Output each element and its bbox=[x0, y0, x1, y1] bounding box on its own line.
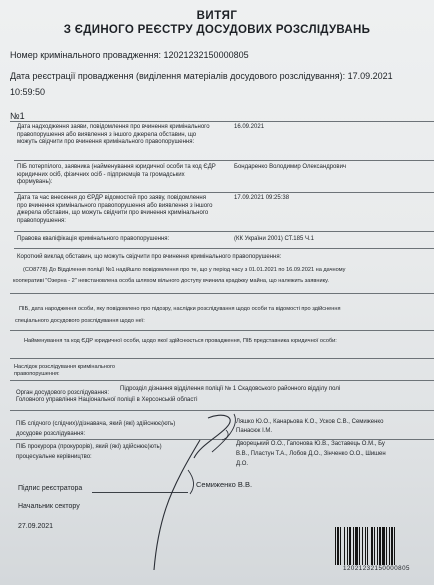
document-date: 27.09.2021 bbox=[18, 523, 54, 530]
erdr-date-value: 17.09.2021 09:25:38 bbox=[234, 195, 290, 201]
barcode-bar bbox=[389, 527, 390, 565]
barcode-bar bbox=[359, 527, 360, 565]
document-subtitle: З ЄДИНОГО РЕЄСТРУ ДОСУДОВИХ РОЗСЛІДУВАНЬ bbox=[63, 24, 371, 36]
investigator-label-1: ПІБ слідчого (слідчих)/дізнавача, який (які) здійснює(ють) bbox=[16, 421, 176, 427]
prosecutor-value-1: Дворецький О.О., Гапонова Ю.В., Заставець О.М., Бу bbox=[236, 441, 385, 447]
row-divider bbox=[14, 231, 434, 232]
circumstances-text-2: кооперативі "Озерна - 2" невстановлена особа шляхом вільного доступу вчинила крадіжку майна, що належить заявнику. bbox=[13, 278, 329, 284]
barcode-number: 12021232150000805 bbox=[343, 565, 411, 572]
section-divider bbox=[10, 121, 434, 122]
barcode-bar bbox=[347, 527, 348, 565]
barcode-bar bbox=[337, 527, 339, 565]
row-divider bbox=[10, 293, 434, 294]
erdr-date-label: Дата та час внесення до ЄРДР відомостей про заяву, повідомлення про вчинення кримінального правопорушення або виявлення з іншого джерела обставин, що можуть свідчити про вчинення кримінального правопорушення: bbox=[17, 195, 213, 224]
qualification-label: Правова кваліфікація кримінального правопорушення: bbox=[17, 236, 170, 242]
barcode-bar bbox=[382, 527, 385, 565]
barcode-bar bbox=[353, 527, 354, 565]
receipt-date-label: Дата надходження заяви, повідомлення про вчинення кримінального правопорушення або виявлення з іншого джерела обставин, що можуть свідчити про вчинення кримінального правопорушення: bbox=[17, 124, 210, 146]
barcode-bar bbox=[355, 527, 358, 565]
applicant-label: ПІБ потерпілого, заявника (найменування юридичної особи та код ЄДР юридичних осіб, фізичних осіб - підприємців та громадських формувань): bbox=[17, 164, 216, 186]
signature-label: Підпис реєстратора bbox=[18, 485, 83, 492]
investigator-label-2: досудове розслідування: bbox=[16, 431, 86, 437]
suspect-label-2: спеціального досудового розслідування щодо неї: bbox=[15, 318, 145, 324]
row-divider bbox=[10, 330, 434, 331]
prosecutor-label-1: ПІБ прокурора (прокурорів), який (які) здійснює(ють) bbox=[16, 444, 162, 450]
investigation-body-label: Орган досудового розслідування: bbox=[16, 390, 109, 396]
barcode-bar bbox=[344, 527, 345, 565]
barcode-bar bbox=[374, 527, 375, 565]
barcode-bar bbox=[335, 527, 336, 565]
barcode-bar bbox=[386, 527, 387, 565]
barcode-bar bbox=[367, 527, 368, 565]
handwritten-signature bbox=[130, 400, 253, 580]
qualification-value: (КК України 2001) СТ.185 Ч.1 bbox=[234, 236, 314, 242]
investigator-value-2: Панасюк І.М. bbox=[236, 428, 273, 434]
row-divider bbox=[14, 248, 434, 249]
barcode-bar bbox=[391, 527, 393, 565]
barcode-bar bbox=[365, 527, 366, 565]
barcode-bar bbox=[371, 527, 373, 565]
result-label-2: правопорушення: bbox=[14, 371, 60, 377]
row-divider bbox=[14, 160, 434, 161]
suspect-label-1: ПІБ, дата народження особи, яку повідомлено про підозру, наслідки розслідування щодо особи та відомості про здійснення bbox=[19, 306, 341, 312]
circumstances-label: Короткий виклад обставин, що можуть свідчити про вчинення кримінального правопорушення: bbox=[17, 254, 282, 260]
prosecutor-label-2: процесуальне керівництво: bbox=[16, 454, 92, 460]
investigation-body-value-1: Підрозділ дізнання відділення поліції № 1 Скадовського районного відділу полі bbox=[120, 386, 341, 392]
applicant-value: Бондаренко Володимир Олександрович bbox=[234, 164, 347, 170]
row-divider bbox=[10, 380, 434, 381]
signer-name: Семиженко В.В. bbox=[196, 480, 253, 489]
barcode-bar bbox=[377, 527, 378, 565]
case-number: Номер кримінального провадження: 12021232150000805 bbox=[10, 50, 249, 60]
barcode-bar bbox=[340, 527, 341, 565]
investigation-body-value-2: Головного управління Національної поліції в Херсонській області bbox=[16, 397, 198, 403]
barcode-bar bbox=[349, 527, 351, 565]
signer-position: Начальник сектору bbox=[18, 503, 80, 510]
document-title: ВИТЯГ bbox=[196, 10, 238, 22]
investigator-value-1: Ляшко Ю.О., Канарьова К.О., Усков С.В., Семиженко bbox=[236, 419, 384, 425]
legal-entity-label: Найменування та код ЄДР юридичної особи, щодо якої здійснюється провадження, ПІБ представника юридичної особи: bbox=[24, 338, 337, 344]
prosecutor-value-2: В.В., Пластун Т.А., Лобов Д.О., Зінченко О.О., Шишен bbox=[236, 451, 386, 457]
barcode-bar bbox=[362, 527, 363, 565]
row-divider bbox=[14, 192, 434, 193]
registration-date-line2: 10:59:50 bbox=[10, 87, 46, 97]
barcode-bar bbox=[379, 527, 381, 565]
row-divider bbox=[10, 358, 434, 359]
result-label-1: Наслідок розслідування кримінального bbox=[14, 364, 116, 370]
registration-date-line1: Дата реєстрації провадження (виділення матеріалів досудового розслідування): 17.09.2021 bbox=[10, 71, 393, 81]
barcode bbox=[335, 527, 434, 565]
prosecutor-value-3: Д.О. bbox=[236, 461, 249, 467]
circumstances-text-1: (СО8778) До Відділення поліції №1 надійшло повідомлення про те, що у період часу з 01.01.2021 по 16.09.2021 на дачному bbox=[23, 267, 346, 273]
barcode-bar bbox=[394, 527, 395, 565]
section-number: №1 bbox=[10, 111, 25, 121]
receipt-date-value: 16.09.2021 bbox=[234, 124, 265, 130]
